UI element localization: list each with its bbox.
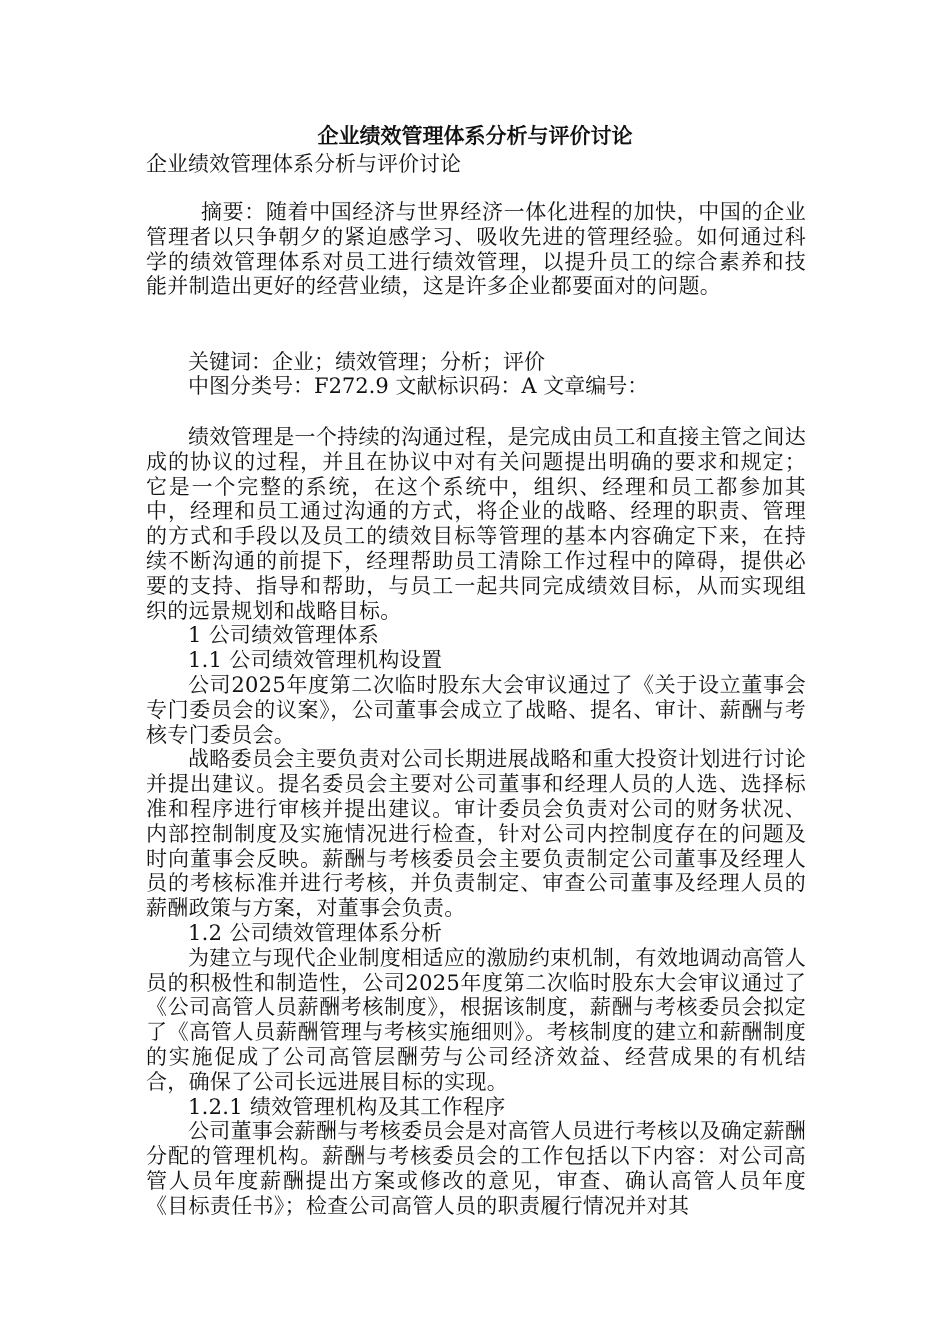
- paragraph-4: 公司董事会薪酬与考核委员会是对高管人员进行考核以及确定薪酬分配的管理机构。薪酬与考核委员会的工作包括以下内容：对公司高管人员年度薪酬提出方案或修改的意见，审查、确认高管人员年度《目标责任书》；检查公司高管人员的职责履行情况并对其: [146, 1119, 806, 1218]
- paragraph-2: 战略委员会主要负责对公司长期进展战略和重大投资计划进行讨论并提出建议。提名委员会主要对公司董事和经理人员的人选、选择标准和程序进行审核并提出建议。审计委员会负责对公司的财务状况、内部控制制度及实施情况进行检查，针对公司内控制度存在的问题及时向董事会反映。薪酬与考核委员会主要负责制定公司董事及经理人员的考核标准并进行考核，并负责制定、审查公司董事及经理人员的薪酬政策与方案，对董事会负责。: [146, 747, 806, 921]
- document-title: 企业绩效管理体系分析与评价讨论: [317, 123, 633, 148]
- intro-paragraph: 绩效管理是一个持续的沟通过程，是完成由员工和直接主管之间达成的协议的过程，并且在协议中对有关问题提出明确的要求和规定；它是一个完整的系统，在这个系统中，组织、经理和员工都参加其中，经理和员工通过沟通的方式，将企业的战略、经理的职责、管理的方式和手段以及员工的绩效目标等管理的基本内容确定下来，在持续不断沟通的前提下，经理帮助员工清除工作过程中的障碍，提供必要的支持、指导和帮助，与员工一起共同完成绩效目标，从而实现组织的远景规划和战略目标。: [146, 425, 806, 623]
- abstract-block: [146, 200, 806, 299]
- section-heading-1: 1 公司绩效管理体系: [188, 623, 380, 648]
- keywords-line: 关键词：企业；绩效管理；分析；评价: [188, 350, 545, 374]
- section-heading-1-2: 1.2 公司绩效管理体系分析: [188, 920, 443, 945]
- abstract-paragraph: 摘要：随着中国经济与世界经济一体化进程的加快，中国的企业管理者以只争朝夕的紧迫感学习、吸收先进的管理经验。如何通过科学的绩效管理体系对员工进行绩效管理，以提升员工的综合素养和技能并制造出更好的经营业绩，这是许多企业都要面对的问题。: [146, 200, 806, 299]
- document-subtitle: 企业绩效管理体系分析与评价讨论: [146, 152, 461, 176]
- body-block: [146, 425, 806, 1219]
- classification-line: 中图分类号：F272.9 文献标识码：A 文章编号：: [188, 374, 649, 398]
- paragraph-1: 公司2025年度第二次临时股东大会审议通过了《关于设立董事会专门委员会的议案》，公司董事会成立了战略、提名、审计、薪酬与考核专门委员会。: [146, 672, 806, 747]
- paragraph-3: 为建立与现代企业制度相适应的激励约束机制，有效地调动高管人员的积极性和制造性，公司2025年度第二次临时股东大会审议通过了《公司高管人员薪酬考核制度》，根据该制度，薪酬与考核委员会拟定了《高管人员薪酬管理与考核实施细则》。考核制度的建立和薪酬制度的实施促成了公司高管层酬劳与公司经济效益、经营成果的有机结合，确保了公司长远进展目标的实现。: [146, 945, 806, 1094]
- section-heading-1-2-1: 1.2.1 绩效管理机构及其工作程序: [188, 1094, 506, 1119]
- section-heading-1-1: 1.1 公司绩效管理机构设置: [188, 648, 443, 673]
